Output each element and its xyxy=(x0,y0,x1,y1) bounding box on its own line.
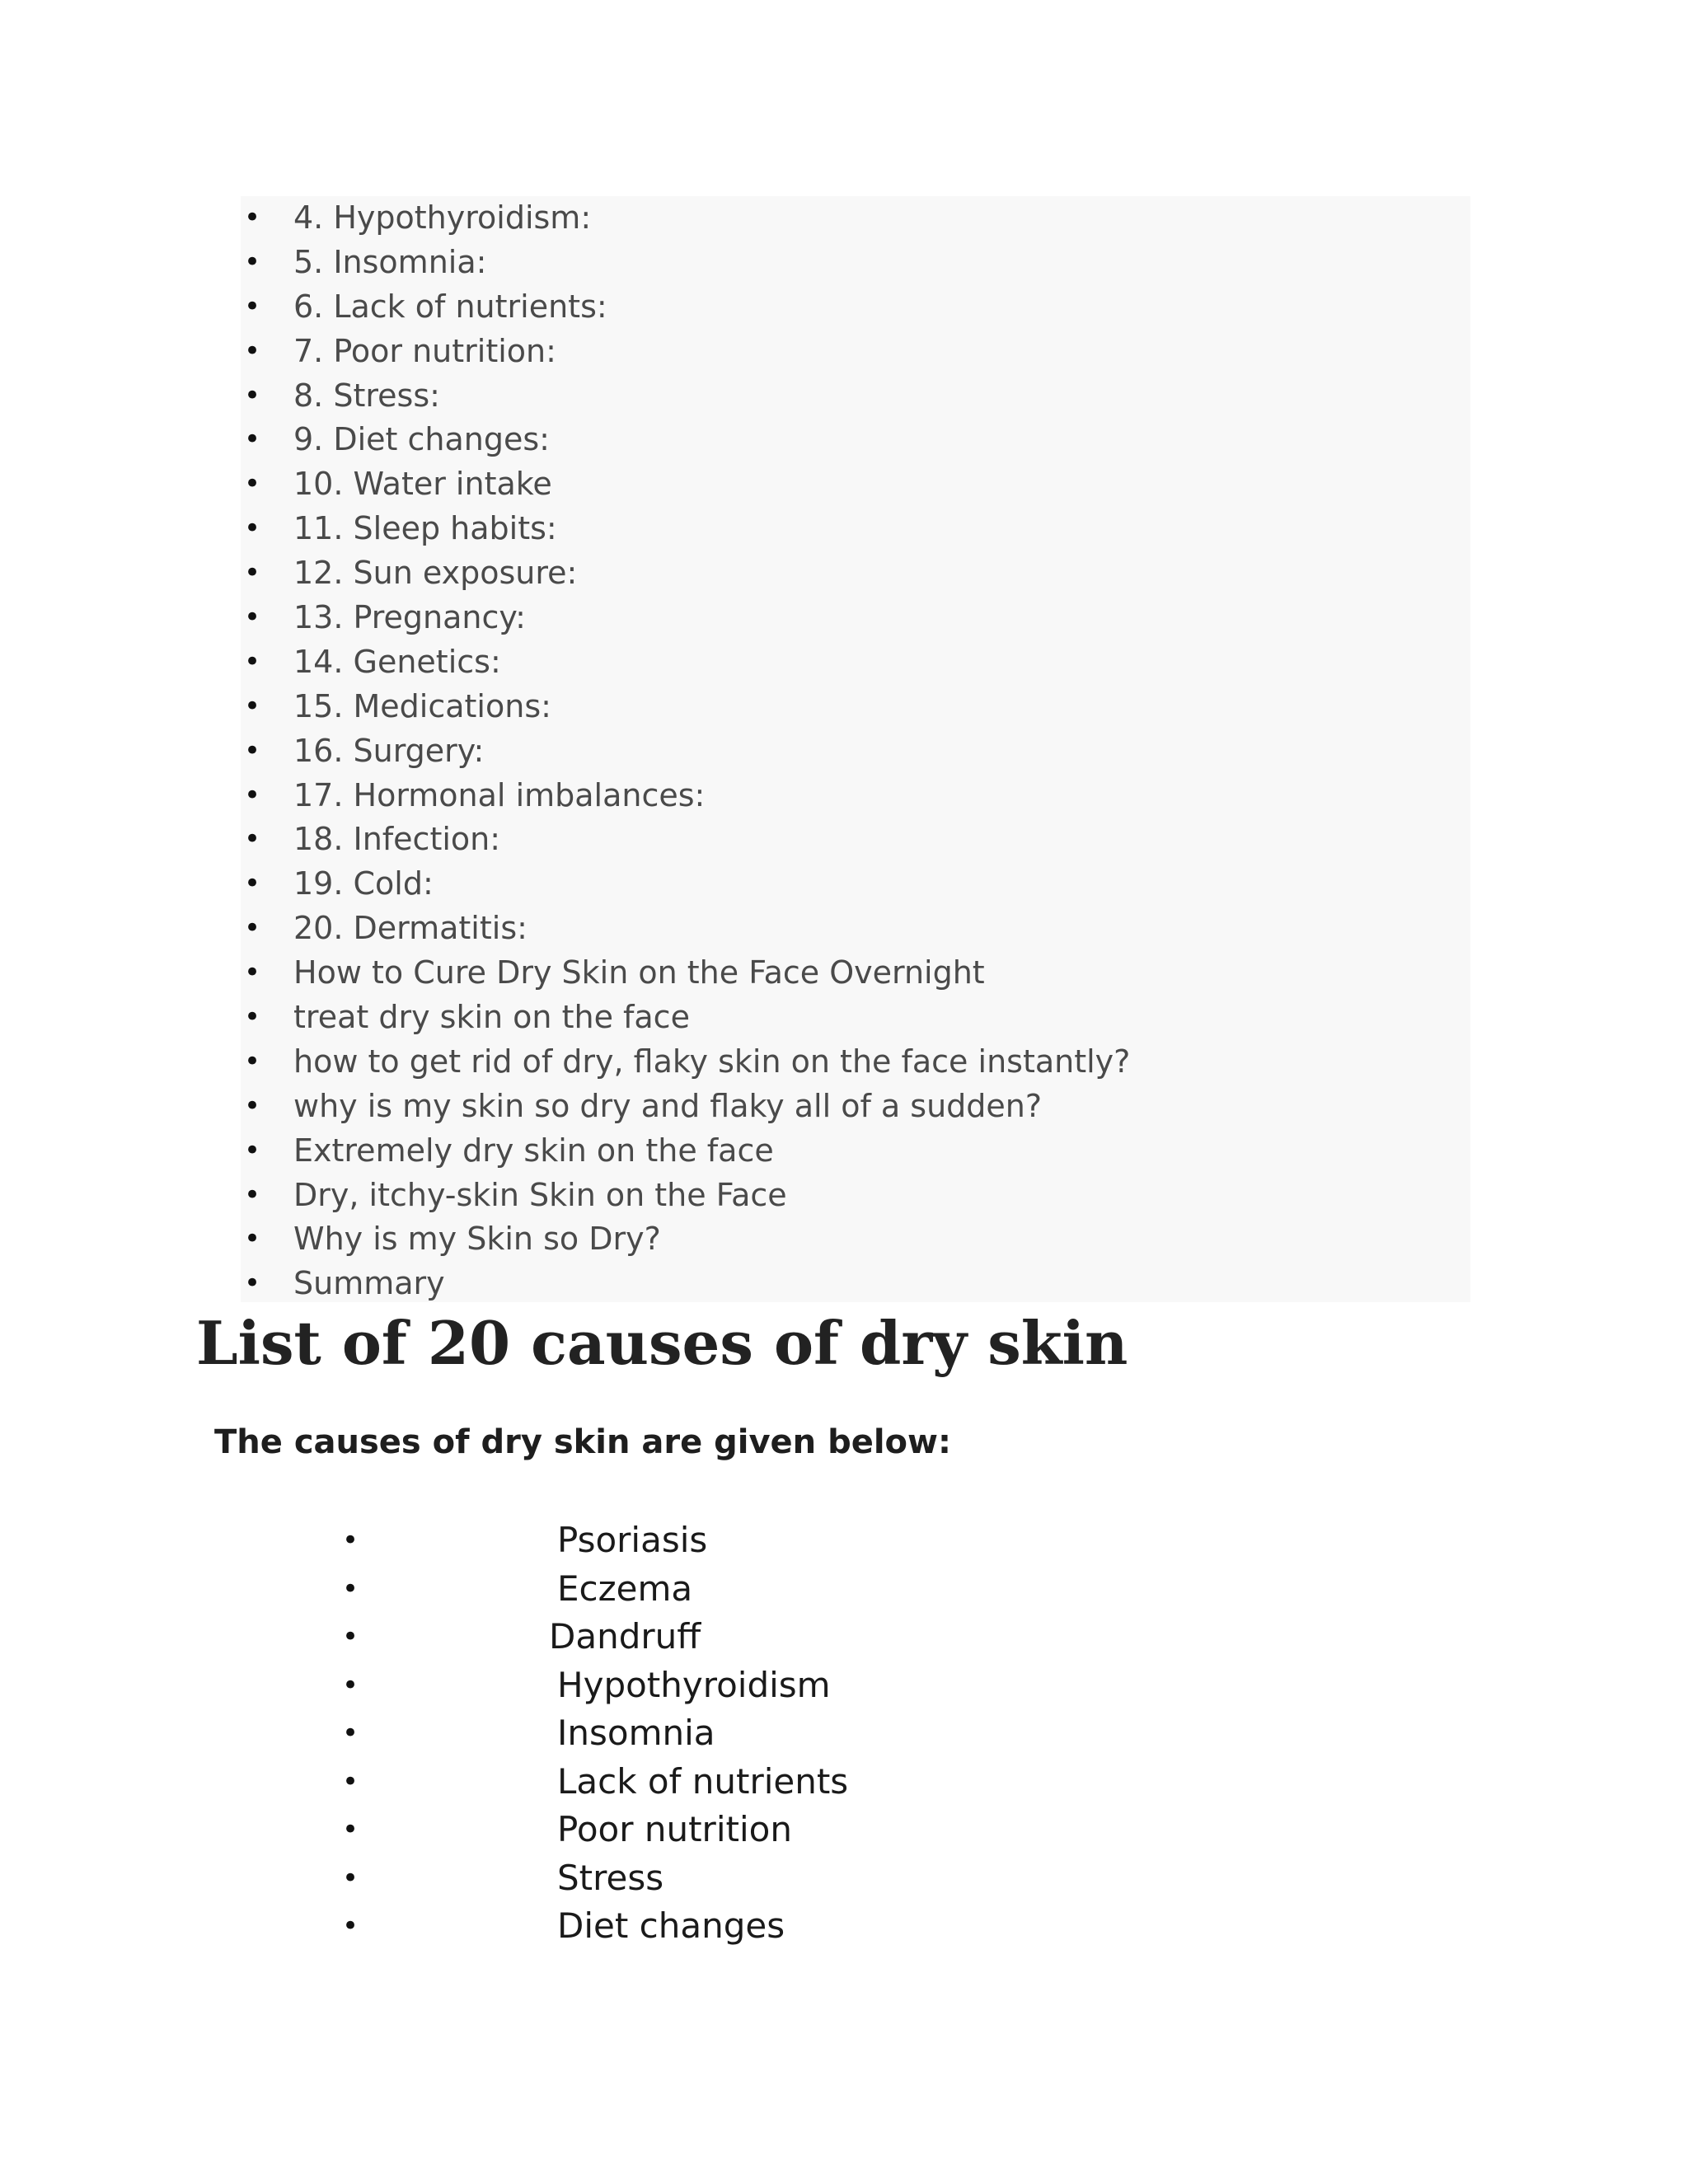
bullet-icon: • xyxy=(243,245,261,279)
cause-label: Eczema xyxy=(557,1568,693,1609)
toc-item[interactable] xyxy=(241,1262,1470,1306)
toc-item[interactable] xyxy=(241,1217,1470,1262)
list-item xyxy=(330,1709,1154,1758)
bullet-icon: • xyxy=(243,912,261,945)
bullet-icon: • xyxy=(243,1001,261,1034)
toc-item[interactable] xyxy=(241,462,1470,507)
bullet-icon: • xyxy=(243,1178,261,1212)
toc-item[interactable] xyxy=(241,996,1470,1040)
bullet-icon: • xyxy=(243,601,261,635)
cause-label: Stress xyxy=(557,1857,664,1898)
bullet-icon: • xyxy=(341,1765,359,1798)
toc-item-label: why is my skin so dry and flaky all of a sudden? xyxy=(293,1087,1043,1124)
cause-label: Psoriasis xyxy=(557,1520,708,1560)
toc-item-label: 16. Surgery: xyxy=(293,732,485,769)
toc-item-label: 18. Infection: xyxy=(293,821,501,858)
bullet-icon: • xyxy=(243,867,261,901)
bullet-icon: • xyxy=(341,1813,359,1846)
toc-item[interactable] xyxy=(241,551,1470,596)
bullet-icon: • xyxy=(341,1620,359,1653)
bullet-icon: • xyxy=(243,201,261,234)
bullet-icon: • xyxy=(243,733,261,767)
bullet-icon: • xyxy=(243,289,261,323)
cause-label: Insomnia xyxy=(557,1713,715,1753)
toc-item[interactable] xyxy=(241,818,1470,862)
article-heading: List of 20 causes of dry skin xyxy=(196,1308,1128,1378)
toc-item-label: 20. Dermatitis: xyxy=(293,910,528,947)
toc-item-label: 15. Medications: xyxy=(293,687,551,724)
toc-item[interactable] xyxy=(241,1040,1470,1085)
toc-item[interactable] xyxy=(241,374,1470,419)
toc-item-label: 14. Genetics: xyxy=(293,643,501,680)
list-item xyxy=(330,1565,1154,1614)
list-item xyxy=(330,1516,1154,1565)
toc-item-label: Why is my Skin so Dry? xyxy=(293,1221,661,1258)
list-item xyxy=(330,1661,1154,1710)
bullet-icon: • xyxy=(243,778,261,812)
bullet-icon: • xyxy=(243,1089,261,1122)
toc-item[interactable] xyxy=(241,640,1470,685)
bullet-icon: • xyxy=(243,1133,261,1167)
bullet-icon: • xyxy=(341,1910,359,1943)
toc-item-label: 8. Stress: xyxy=(293,377,440,414)
toc-item[interactable] xyxy=(241,685,1470,729)
list-item xyxy=(330,1758,1154,1807)
toc-item[interactable] xyxy=(241,330,1470,374)
toc-item[interactable] xyxy=(241,729,1470,774)
toc-item[interactable] xyxy=(241,241,1470,285)
toc-item-label: How to Cure Dry Skin on the Face Overnight xyxy=(293,954,985,991)
bullet-icon: • xyxy=(243,467,261,501)
toc-item-label: 17. Hormonal imbalances: xyxy=(293,776,706,813)
toc-item[interactable] xyxy=(241,596,1470,640)
bullet-icon: • xyxy=(243,378,261,412)
toc-item[interactable] xyxy=(241,285,1470,330)
toc-item[interactable] xyxy=(241,418,1470,462)
toc-item[interactable] xyxy=(241,196,1470,241)
toc-item-label: 19. Cold: xyxy=(293,865,434,902)
table-of-contents xyxy=(241,196,1470,1306)
toc-item-label: 11. Sleep habits: xyxy=(293,510,557,547)
toc-item-label: treat dry skin on the face xyxy=(293,999,690,1036)
bullet-icon: • xyxy=(341,1717,359,1750)
causes-list xyxy=(330,1516,1154,1951)
toc-item[interactable] xyxy=(241,1174,1470,1218)
toc-item-label: Dry, itchy-skin Skin on the Face xyxy=(293,1176,787,1213)
bullet-icon: • xyxy=(243,1044,261,1078)
bullet-icon: • xyxy=(243,1267,261,1301)
cause-label: Dandruff xyxy=(549,1616,701,1657)
toc-item[interactable] xyxy=(241,862,1470,907)
cause-label: Hypothyroidism xyxy=(557,1664,831,1705)
toc-item-label: how to get rid of dry, flaky skin on the face instantly? xyxy=(293,1043,1131,1080)
list-item xyxy=(330,1854,1154,1903)
bullet-icon: • xyxy=(243,644,261,678)
list-item xyxy=(330,1902,1154,1951)
toc-item-label: 4. Hypothyroidism: xyxy=(293,199,592,236)
toc-item[interactable] xyxy=(241,1129,1470,1174)
toc-item-label: 12. Sun exposure: xyxy=(293,555,578,592)
toc-item[interactable] xyxy=(241,507,1470,551)
bullet-icon: • xyxy=(243,423,261,457)
bullet-icon: • xyxy=(243,1222,261,1256)
bullet-icon: • xyxy=(243,689,261,723)
toc-item-label: 13. Pregnancy: xyxy=(293,599,526,636)
cause-label: Diet changes xyxy=(557,1905,785,1946)
toc-item[interactable] xyxy=(241,951,1470,996)
toc-item-label: 6. Lack of nutrients: xyxy=(293,288,607,325)
toc-item-label: 10. Water intake xyxy=(293,466,552,503)
toc-item-label: Extremely dry skin on the face xyxy=(293,1132,774,1169)
intro-text: The causes of dry skin are given below: xyxy=(214,1423,951,1461)
toc-item[interactable] xyxy=(241,907,1470,951)
bullet-icon: • xyxy=(341,1572,359,1605)
toc-item[interactable] xyxy=(241,1085,1470,1129)
bullet-icon: • xyxy=(243,512,261,546)
bullet-icon: • xyxy=(243,556,261,590)
toc-item[interactable] xyxy=(241,774,1470,818)
toc-item-label: 7. Poor nutrition: xyxy=(293,332,556,369)
list-item xyxy=(330,1806,1154,1854)
toc-item-label: 9. Diet changes: xyxy=(293,421,550,458)
cause-label: Lack of nutrients xyxy=(557,1760,849,1802)
bullet-icon: • xyxy=(243,823,261,856)
bullet-icon: • xyxy=(341,1668,359,1702)
cause-label: Poor nutrition xyxy=(557,1809,792,1849)
bullet-icon: • xyxy=(341,1524,359,1557)
bullet-icon: • xyxy=(341,1861,359,1895)
toc-item-label: Summary xyxy=(293,1265,445,1302)
toc-item-label: 5. Insomnia: xyxy=(293,243,487,280)
bullet-icon: • xyxy=(243,956,261,990)
list-item xyxy=(330,1613,1154,1661)
bullet-icon: • xyxy=(243,334,261,368)
